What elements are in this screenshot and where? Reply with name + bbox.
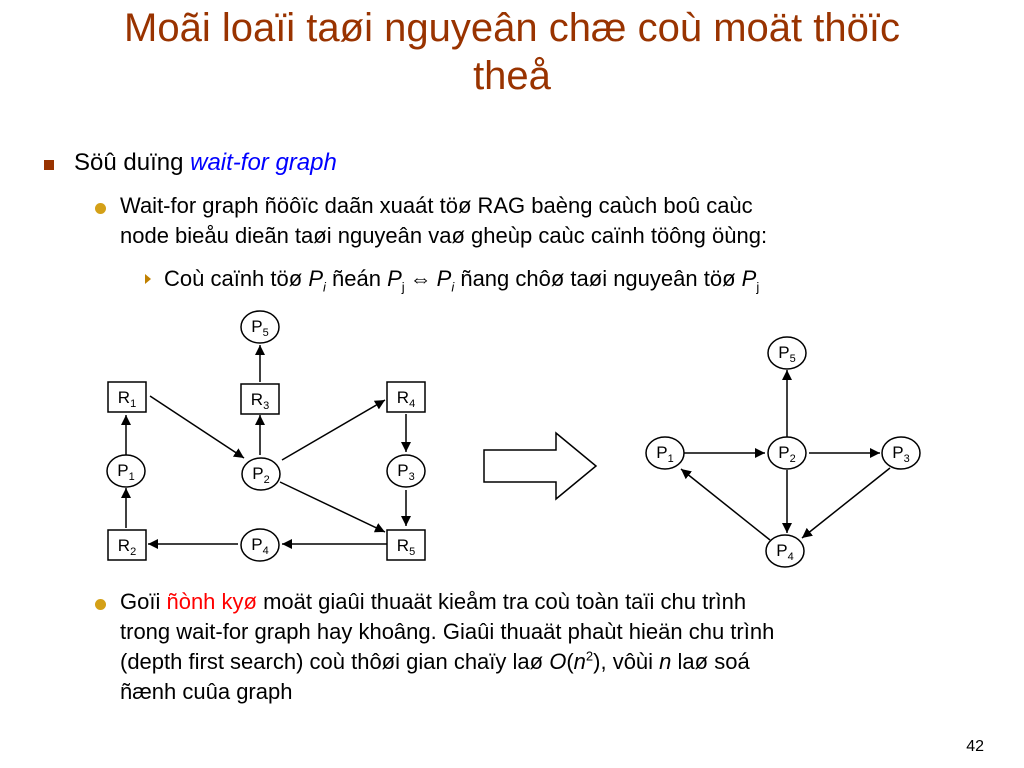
svg-text:R2: $R_2$: [117, 536, 137, 558]
svg-text:P2: $P_2$: [778, 443, 796, 465]
rag-node-p1: [107, 455, 145, 487]
bullet-derivation: Wait-for graph ñöôïc daãn xuaát töø RAG baèng caùch boû caùc node bieåu dieãn taøi nguyeân vaø gheùp caùc caïnh töông öùng:: [120, 193, 768, 248]
svg-text:R1: $R_1$: [117, 388, 137, 410]
edge-r1-p2: [150, 396, 244, 458]
svg-text:P5: $P_5$: [778, 343, 796, 365]
transform-arrow-icon: [484, 433, 596, 499]
svg-text:P1: $P_1$: [117, 461, 135, 483]
term-periodically: ñònh kyø: [166, 589, 257, 614]
edge-p2-r4: [282, 400, 385, 460]
rag-node-p2: [242, 458, 280, 490]
term-wait-for-graph: wait-for graph: [190, 149, 337, 176]
slide-number: 42: [966, 738, 984, 755]
edge-p2-r5: [280, 482, 385, 532]
edge-p3-p4: [802, 468, 890, 538]
svg-text:P2: $P_2$: [252, 464, 270, 486]
dot-bullet-icon: [95, 599, 106, 610]
svg-text:P1: $P_1$: [656, 443, 674, 465]
title-line-2: theå: [473, 54, 551, 98]
rag-node-r4: [387, 382, 425, 412]
rag-node-r5: [387, 530, 425, 560]
wfg-node-p1: [646, 437, 684, 469]
rag-node-r1: [108, 382, 146, 412]
rag-node-p5: [241, 311, 279, 343]
title-line-1: Moãi loaïi taøi nguyeân chæ coù moät thöïc: [124, 6, 900, 50]
wfg-node-p5: [768, 337, 806, 369]
wfg-node-p2: [768, 437, 806, 469]
edge-p4-p1: [681, 469, 770, 540]
rag-node-r3: [241, 384, 279, 414]
rag-edges: [126, 345, 406, 544]
bullet-edge-rule: Coù caïnh töø $P_i$ ñeán $P_j$ ⇔ $P_i$ ñang chôø taøi nguyeân töø $P_j$: [164, 266, 760, 295]
svg-text:P5: $P_5$: [251, 317, 269, 339]
bullet-cycle-detection: Goïi ñònh kyø moät giaûi thuaät kieåm tra coù toàn taïi chu trình trong wait-for graph hay khoâng. Giaûi thuaät phaùt hieän chu trình (depth first search) coù thôøi gian chaïy laø $O(n^2)$, vôùi n laø soá ñænh cuûa graph: [120, 589, 775, 704]
svg-text:R4: $R_4$: [396, 388, 416, 410]
svg-text:P3: $P_3$: [397, 461, 415, 483]
svg-text:P3: $P_3$: [892, 443, 910, 465]
rag-node-p3: [387, 455, 425, 487]
rag-node-p4: [241, 529, 279, 561]
equivalence-icon: ⇔: [409, 266, 432, 291]
svg-text:R5: $R_5$: [396, 536, 416, 558]
wfg-node-p3: [882, 437, 920, 469]
svg-text:P4: $P_4$: [776, 541, 794, 563]
wfg-node-p4: [766, 535, 804, 567]
rag-node-r2: [108, 530, 146, 560]
bullet-wait-for-graph: Söû duïng wait-for graph: [74, 149, 337, 176]
svg-text:R3: $R_3$: [250, 390, 270, 412]
svg-text:P4: $P_4$: [251, 535, 269, 557]
